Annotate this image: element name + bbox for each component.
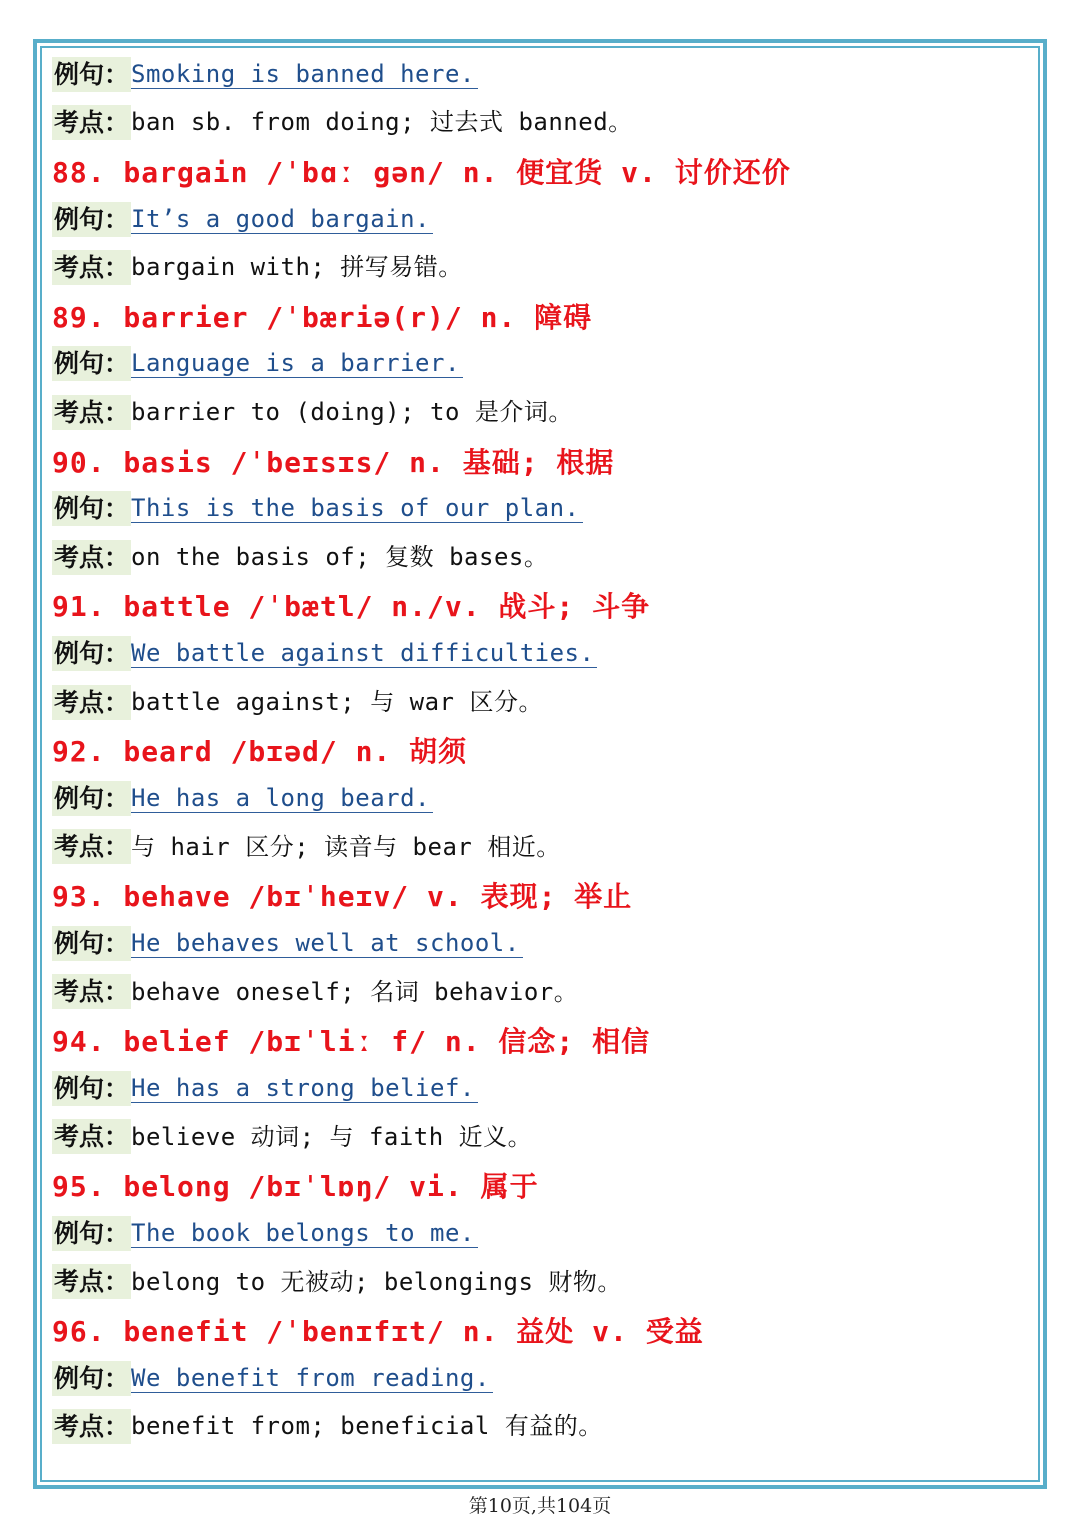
keypoint-label: 考点： bbox=[52, 974, 131, 1009]
example-row bbox=[52, 1354, 1032, 1402]
keypoint-text: belong to 无被动; belongings 财物。 bbox=[131, 1267, 622, 1296]
example-label: 例句： bbox=[52, 1361, 131, 1396]
example-sentence: He has a long beard. bbox=[131, 784, 433, 813]
keypoint-label: 考点： bbox=[52, 540, 131, 575]
example-row bbox=[52, 340, 1032, 388]
example-label: 例句： bbox=[52, 1216, 131, 1251]
keypoint-row bbox=[52, 823, 1032, 871]
keypoint-label: 考点： bbox=[52, 685, 131, 720]
keypoint-row bbox=[52, 533, 1032, 581]
example-sentence: We benefit from reading. bbox=[131, 1364, 493, 1393]
vocab-heading-text: 91. battle /ˈbætl/ n./v. 战斗; 斗争 bbox=[52, 590, 651, 624]
example-row bbox=[52, 1064, 1032, 1112]
keypoint-text: on the basis of; 复数 bases。 bbox=[131, 543, 549, 572]
example-label: 例句： bbox=[52, 1071, 131, 1106]
vocab-heading-text: 95. belong /bɪˈlɒŋ/ vi. 属于 bbox=[52, 1169, 539, 1203]
keypoint-row bbox=[52, 968, 1032, 1016]
example-label: 例句： bbox=[52, 636, 131, 671]
vocab-heading-text: 90. basis /ˈbeɪsɪs/ n. 基础; 根据 bbox=[52, 445, 615, 479]
example-row bbox=[52, 919, 1032, 967]
example-label: 例句： bbox=[52, 926, 131, 961]
example-row bbox=[52, 774, 1032, 822]
keypoint-text: bargain with; 拼写易错。 bbox=[131, 253, 463, 282]
example-label: 例句： bbox=[52, 202, 131, 237]
keypoint-row bbox=[52, 1113, 1032, 1161]
example-row bbox=[52, 485, 1032, 533]
keypoint-text: believe 动词; 与 faith 近义。 bbox=[131, 1122, 533, 1151]
vocab-heading-text: 96. benefit /ˈbenɪfɪt/ n. 益处 v. 受益 bbox=[52, 1314, 704, 1348]
vocab-heading bbox=[52, 147, 1032, 195]
keypoint-label: 考点： bbox=[52, 395, 131, 430]
vocab-heading bbox=[52, 436, 1032, 484]
example-sentence: He behaves well at school. bbox=[131, 929, 523, 958]
keypoint-label: 考点： bbox=[52, 1409, 131, 1444]
keypoint-label: 考点： bbox=[52, 829, 131, 864]
example-row bbox=[52, 1209, 1032, 1257]
keypoint-label: 考点： bbox=[52, 250, 131, 285]
example-label: 例句： bbox=[52, 57, 131, 92]
vocab-heading bbox=[52, 1016, 1032, 1064]
vocab-heading bbox=[52, 1306, 1032, 1354]
vocab-heading bbox=[52, 871, 1032, 919]
example-sentence: We battle against difficulties. bbox=[131, 639, 597, 668]
vocab-heading bbox=[52, 581, 1032, 629]
vocab-list bbox=[52, 50, 1032, 1451]
vocab-heading-text: 88. bargain /ˈbɑː gən/ n. 便宜货 v. 讨价还价 bbox=[52, 155, 791, 189]
example-label: 例句： bbox=[52, 491, 131, 526]
vocab-heading-text: 89. barrier /ˈbæriə(r)/ n. 障碍 bbox=[52, 300, 593, 334]
keypoint-text: benefit from; beneficial 有益的。 bbox=[131, 1412, 603, 1441]
keypoint-row bbox=[52, 243, 1032, 291]
example-sentence: He has a strong belief. bbox=[131, 1074, 478, 1103]
vocab-heading bbox=[52, 291, 1032, 339]
keypoint-row bbox=[52, 388, 1032, 436]
keypoint-row bbox=[52, 1257, 1032, 1305]
keypoint-text: ban sb. from doing; 过去式 banned。 bbox=[131, 108, 633, 137]
vocab-heading-text: 92. beard /bɪəd/ n. 胡须 bbox=[52, 735, 468, 769]
example-label: 例句： bbox=[52, 781, 131, 816]
example-row bbox=[52, 50, 1032, 98]
page-footer: 第10页,共104页 bbox=[468, 1495, 612, 1517]
keypoint-row bbox=[52, 678, 1032, 726]
example-row bbox=[52, 195, 1032, 243]
example-sentence: Smoking is banned here. bbox=[131, 60, 478, 89]
vocab-heading bbox=[52, 726, 1032, 774]
keypoint-label: 考点： bbox=[52, 105, 131, 140]
example-sentence: The book belongs to me. bbox=[131, 1219, 478, 1248]
example-sentence: It’s a good bargain. bbox=[131, 205, 433, 234]
example-sentence: Language is a barrier. bbox=[131, 349, 463, 378]
vocab-heading bbox=[52, 1161, 1032, 1209]
keypoint-row bbox=[52, 1402, 1032, 1450]
vocab-heading-text: 94. belief /bɪˈliː f/ n. 信念; 相信 bbox=[52, 1025, 651, 1059]
keypoint-text: behave oneself; 名词 behavior。 bbox=[131, 977, 579, 1006]
keypoint-label: 考点： bbox=[52, 1119, 131, 1154]
example-label: 例句： bbox=[52, 346, 131, 381]
example-sentence: This is the basis of our plan. bbox=[131, 494, 582, 523]
keypoint-text: battle against; 与 war 区分。 bbox=[131, 688, 543, 716]
vocab-heading-text: 93. behave /bɪˈheɪv/ v. 表现; 举止 bbox=[52, 880, 633, 914]
keypoint-text: 与 hair 区分; 读音与 bear 相近。 bbox=[131, 832, 561, 861]
example-row bbox=[52, 630, 1032, 678]
keypoint-row bbox=[52, 98, 1032, 146]
keypoint-text: barrier to (doing); to 是介词。 bbox=[131, 398, 573, 427]
keypoint-label: 考点： bbox=[52, 1264, 131, 1299]
